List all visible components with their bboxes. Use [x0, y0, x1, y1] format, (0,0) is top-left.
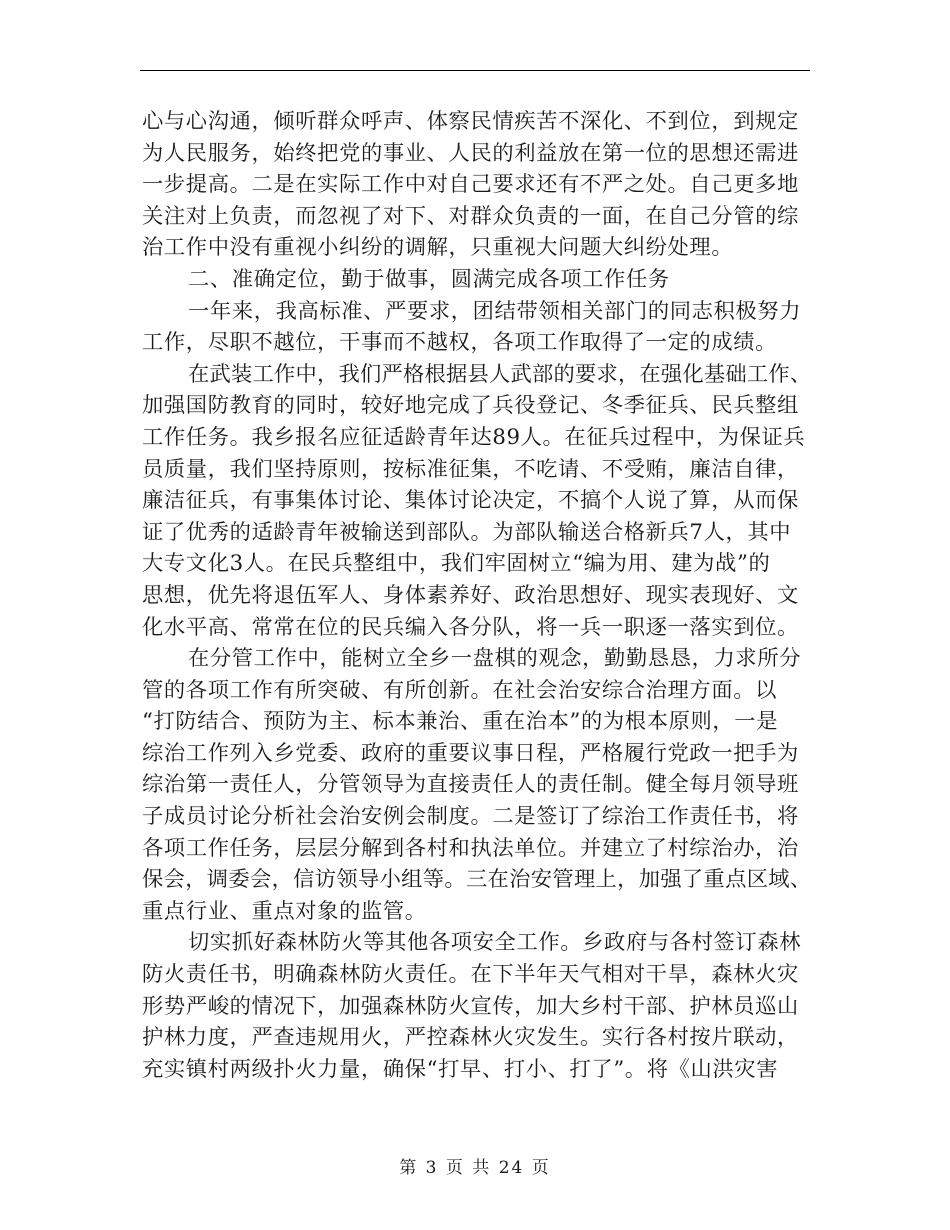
text-line: 思想，优先将退伍军人、身体素养好、政治思想好、现实表现好、文	[142, 582, 799, 608]
text-line: 重点行业、重点对象的监管。	[142, 898, 427, 924]
text-line: 工作，尽职不越位，干事而不越权，各项工作取得了一定的成绩。	[142, 330, 778, 356]
document-body	[142, 106, 812, 1085]
text-line: 化水平高、常常在位的民兵编入各分队，将一兵一职逐一落实到位。	[142, 614, 799, 640]
page-footer	[0, 1153, 950, 1178]
footer-total-pages: 24	[498, 1158, 525, 1178]
footer-middle: 页 共	[445, 1158, 492, 1178]
text-line: “打防结合、预防为主、标本兼治、重在治本”的为根本原则，一是	[142, 709, 779, 735]
text-line: 一步提高。二是在实际工作中对自己要求还有不严之处。自己更多地	[142, 172, 799, 198]
text-line: 护林力度，严查违规用火，严控森林火灾发生。实行各村按片联动，	[142, 1025, 799, 1051]
text-line: 充实镇村两级扑火力量，确保“打早、打小、打了”。将《山洪灾害	[142, 1056, 779, 1082]
text-line: 员质量，我们坚持原则，按标准征集，不吃请、不受贿，廉洁自律，	[142, 456, 799, 482]
text-line: 在分管工作中，能树立全乡一盘棋的观念，勤勤恳恳，力求所分	[188, 646, 802, 672]
text-line: 综治工作列入乡党委、政府的重要议事日程，严格履行党政一把手为	[142, 740, 799, 766]
text-line: 子成员讨论分析社会治安例会制度。二是签订了综治工作责任书，将	[142, 804, 799, 830]
text-line: 大专文化3人。在民兵整组中，我们牢固树立“编为用、建为战”的	[142, 551, 771, 577]
footer-prefix: 第	[399, 1158, 419, 1178]
text-line: 关注对上负责，而忽视了对下、对群众负责的一面，在自己分管的综	[142, 203, 799, 229]
text-line: 治工作中没有重视小纠纷的调解，只重视大问题大纠纷处理。	[142, 235, 734, 261]
text-line: 防火责任书，明确森林防火责任。在下半年天气相对干旱，森林火灾	[142, 962, 799, 988]
text-line: 形势严峻的情况下，加强森林防火宣传，加大乡村干部、护林员巡山	[142, 993, 799, 1019]
text-line: 一年来，我高标准、严要求，团结带领相关部门的同志积极努力	[188, 298, 802, 324]
footer-page-number: 3	[425, 1158, 439, 1178]
text-line: 在武装工作中，我们严格根据县人武部的要求，在强化基础工作、	[188, 361, 812, 387]
text-line: 工作任务。我乡报名应征适龄青年达89人。在征兵过程中，为保证兵	[142, 424, 806, 450]
text-line: 二、准确定位，勤于做事，圆满完成各项工作任务	[188, 266, 670, 292]
text-line: 心与心沟通，倾听群众呼声、体察民情疾苦不深化、不到位，到规定	[142, 109, 799, 134]
text-line: 保会，调委会，信访领导小组等。三在治安管理上，加强了重点区域、	[142, 867, 812, 893]
text-line: 管的各项工作有所突破、有所创新。在社会治安综合治理方面。以	[142, 677, 778, 703]
text-line: 综治第一责任人，分管领导为直接责任人的责任制。健全每月领导班	[142, 772, 799, 798]
header-rule	[140, 70, 810, 71]
text-line: 各项工作任务，层层分解到各村和执法单位。并建立了村综治办，治	[142, 835, 799, 861]
text-line: 证了优秀的适龄青年被输送到部队。为部队输送合格新兵7人，其中	[142, 519, 792, 545]
text-line: 廉洁征兵，有事集体讨论、集体讨论决定，不搞个人说了算，从而保	[142, 488, 799, 514]
text-line: 为人民服务，始终把党的事业、人民的利益放在第一位的思想还需进	[142, 140, 799, 166]
footer-suffix: 页	[531, 1158, 551, 1178]
text-line: 切实抓好森林防火等其他各项安全工作。乡政府与各村签订森林	[188, 930, 802, 956]
text-line: 加强国防教育的同时，较好地完成了兵役登记、冬季征兵、民兵整组	[142, 393, 799, 419]
